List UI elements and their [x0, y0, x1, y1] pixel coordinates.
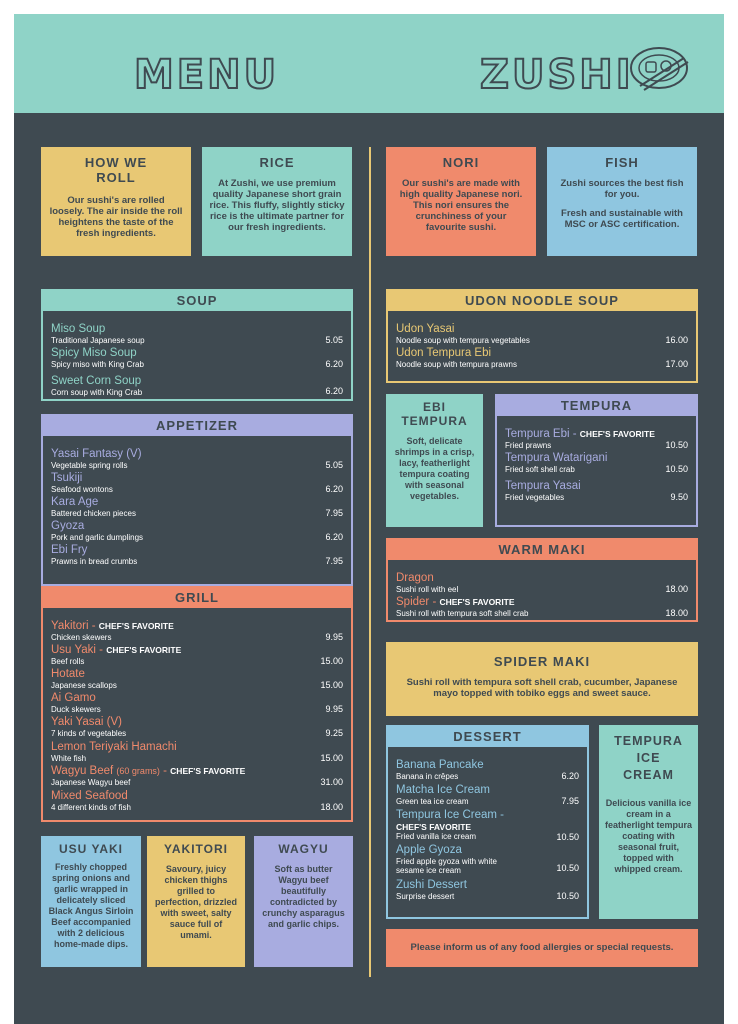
item-desc: 7 kinds of vegetables	[51, 729, 127, 738]
item-name: Mixed Seafood	[51, 790, 128, 802]
menu-item	[51, 375, 343, 397]
item-desc: White fish	[51, 754, 87, 763]
menu-item	[396, 879, 579, 901]
info-text: Our sushi's are rolled loosely. The air inside the roll heightens the taste of the fresh ingredients.	[49, 195, 183, 239]
item-price: 6.20	[325, 359, 343, 369]
info-title: TEMPURA	[614, 734, 683, 748]
item-name: Lemon Teriyaki Hamachi	[51, 741, 177, 753]
item-desc: 4 different kinds of fish	[51, 803, 131, 812]
info-text: Soft as butter Wagyu beef beautifully contradicted by crunchy asparagus and garlic chips.	[262, 864, 345, 929]
info-text: Fresh and sustainable with MSC or ASC certification.	[561, 208, 683, 230]
item-desc: Beef rolls	[51, 657, 85, 666]
item-name: Matcha Ice Cream	[396, 784, 490, 796]
item-desc: Fried vanilla ice cream	[396, 832, 477, 841]
item-desc: Chicken skewers	[51, 633, 112, 642]
item-desc: Fried apple gyoza with white sesame ice cream	[396, 857, 497, 875]
info-title: NORI	[442, 155, 480, 170]
item-price: 9.25	[325, 728, 343, 738]
item-price: 5.05	[325, 460, 343, 470]
item-price: 15.00	[320, 753, 343, 763]
info-text: Freshly chopped spring onions and garlic wrapped in delicately sliced Black Angus Sirloin Beef accompanied with 2 delicious home-made dips.	[48, 862, 134, 949]
info-text: At Zushi, we use premium quality Japanese short grain rice. This fluffy, slightly sticky rice is the ultimate partner for our fresh ingredients.	[209, 178, 345, 233]
menu-item	[51, 790, 343, 812]
info-wagyu	[254, 836, 353, 967]
item-desc: Banana in crêpes	[396, 772, 459, 781]
item-name: Yasai Fantasy (V)	[51, 448, 142, 460]
item-desc: Fried soft shell crab	[505, 465, 575, 474]
item-name: Yakitori	[51, 620, 89, 632]
item-price: 18.00	[665, 608, 688, 618]
tempura-section	[495, 394, 698, 527]
item-name: Zushi Dessert	[396, 879, 467, 891]
item-price: 17.00	[665, 359, 688, 369]
menu-item: Tempura Ebi - CHEF'S FAVORITE Fried prawns 10.50	[505, 428, 688, 450]
section-title: GRILL	[43, 588, 351, 608]
menu-page	[14, 14, 724, 1024]
menu-item	[396, 572, 688, 594]
item-price: 10.50	[556, 891, 579, 901]
item-price: 7.95	[561, 796, 579, 806]
item-name: Apple Gyoza	[396, 844, 462, 856]
warm-maki-section	[386, 538, 698, 622]
menu-item	[396, 809, 579, 841]
item-desc: Battered chicken pieces	[51, 509, 136, 518]
menu-item: Spider - CHEF'S FAVORITE Sushi roll with tempura soft shell crab 18.00	[396, 596, 688, 618]
item-price: 6.20	[325, 386, 343, 396]
item-name: Dragon	[396, 572, 434, 584]
item-name: Hotate	[51, 668, 85, 680]
menu-item	[51, 716, 343, 738]
item-desc: Green tea ice cream	[396, 797, 469, 806]
menu-item	[396, 347, 688, 369]
info-rice	[202, 147, 352, 256]
item-desc: Vegetable spring rolls	[51, 461, 128, 470]
info-text: Our sushi's are made with high quality Japanese nori. This nori ensures the crunchiness of your favourite sushi.	[399, 178, 523, 233]
info-ebi-tempura	[386, 394, 483, 527]
info-title: WAGYU	[278, 842, 329, 856]
info-title: CREAM	[623, 768, 674, 782]
info-title: ICE	[636, 751, 661, 765]
info-title: EBI	[422, 400, 446, 414]
menu-item	[51, 472, 343, 494]
info-fish	[547, 147, 697, 256]
item-price: 7.95	[325, 556, 343, 566]
item-desc: Corn soup with King Crab	[51, 388, 143, 397]
item-price: 10.50	[665, 440, 688, 450]
chef-favorite-tag: CHEF'S FAVORITE	[98, 621, 174, 631]
item-desc: Seafood wontons	[51, 485, 113, 494]
menu-item	[51, 668, 343, 690]
item-desc: Sushi roll with eel	[396, 585, 459, 594]
menu-item	[505, 480, 688, 502]
menu-item	[396, 323, 688, 345]
menu-item: Wagyu Beef (60 grams) - CHEF'S FAVORITE Japanese Wagyu beef 31.00	[51, 765, 343, 787]
item-desc: Japanese scallops	[51, 681, 117, 690]
section-title: SPIDER MAKI	[493, 654, 591, 669]
menu-item	[51, 741, 343, 763]
info-title: YAKITORI	[163, 842, 228, 856]
grill-section	[41, 586, 353, 822]
section-title: TEMPURA	[497, 396, 696, 416]
soup-section	[41, 289, 353, 401]
item-name: Tsukiji	[51, 472, 83, 484]
section-title: APPETIZER	[43, 416, 351, 436]
info-title: USU YAKI	[58, 842, 124, 856]
info-title: FISH	[605, 155, 639, 170]
item-name: Yaki Yasai (V)	[51, 716, 122, 728]
item-price: 15.00	[320, 680, 343, 690]
menu-item	[51, 448, 343, 470]
chef-favorite-tag: CHEF'S FAVORITE	[396, 822, 472, 832]
item-price: 6.20	[325, 484, 343, 494]
item-desc: Fried vegetables	[505, 493, 565, 502]
item-desc: Japanese Wagyu beef	[51, 778, 131, 787]
info-usu-yaki	[41, 836, 141, 967]
item-price: 10.50	[556, 832, 579, 842]
info-text: Soft, delicate shrimps in a crisp, lacy, featherlight tempura coating with seasonal vegetables.	[394, 436, 475, 501]
chef-favorite-tag: CHEF'S FAVORITE	[170, 766, 246, 776]
item-name: Sweet Corn Soup	[51, 375, 142, 387]
menu-item	[51, 520, 343, 542]
item-price: 9.50	[670, 492, 688, 502]
chef-favorite-tag: CHEF'S FAVORITE	[106, 645, 182, 655]
info-text: Sushi roll with tempura soft shell crab, cucumber, Japanese mayo topped with tobiko eggs and sweet sauce.	[406, 677, 678, 699]
item-price: 7.95	[325, 508, 343, 518]
item-name: Banana Pancake	[396, 759, 484, 771]
info-text: Delicious vanilla ice cream in a featherlight tempura coating with seasonal fruit, topped with whipped cream.	[605, 798, 693, 874]
item-desc: Sushi roll with tempura soft shell crab	[396, 609, 529, 618]
item-desc: Noodle soup with tempura vegetables	[396, 336, 530, 345]
item-desc: Surprise dessert	[396, 892, 455, 901]
header-band	[14, 14, 724, 113]
menu-item	[51, 347, 343, 369]
menu-item	[51, 323, 343, 345]
menu-item	[51, 496, 343, 518]
info-title: RICE	[259, 155, 295, 170]
menu-item	[396, 844, 579, 875]
item-name: Kara Age	[51, 496, 99, 508]
item-price: 6.20	[325, 532, 343, 542]
item-name: Spider	[396, 596, 430, 608]
item-desc: Pork and garlic dumplings	[51, 533, 144, 542]
item-name: Udon Tempura Ebi	[396, 347, 492, 359]
section-title: WARM MAKI	[388, 540, 696, 560]
item-price: 9.95	[325, 704, 343, 714]
menu-item: Yakitori - CHEF'S FAVORITE Chicken skewers 9.95	[51, 620, 343, 642]
section-title: UDON NOODLE SOUP	[388, 291, 696, 311]
dessert-section	[386, 725, 589, 919]
info-how-we-roll	[41, 147, 191, 256]
item-desc: Duck skewers	[51, 705, 101, 714]
item-name: Tempura Ice Cream -	[396, 809, 505, 821]
item-price: 9.95	[325, 632, 343, 642]
item-price: 15.00	[320, 656, 343, 666]
section-title: SOUP	[43, 291, 351, 311]
item-name: Wagyu Beef	[51, 765, 114, 777]
item-price: 6.20	[561, 771, 579, 781]
item-name: Ai Gamo	[51, 692, 96, 704]
sushi-plate-icon	[626, 42, 692, 94]
center-divider	[369, 147, 371, 977]
appetizer-section	[41, 414, 353, 586]
info-title: ROLL	[96, 170, 136, 185]
item-name: Tempura Ebi	[505, 428, 570, 440]
section-title: DESSERT	[388, 727, 587, 747]
item-desc: Prawns in bread crumbs	[51, 557, 138, 566]
item-desc: Noodle soup with tempura prawns	[396, 360, 517, 369]
info-nori	[386, 147, 536, 256]
item-name: Tempura Watarigani	[505, 452, 608, 464]
menu-item	[51, 544, 343, 566]
chef-favorite-tag: CHEF'S FAVORITE	[439, 597, 515, 607]
menu-item	[396, 759, 579, 781]
item-desc: Spicy miso with King Crab	[51, 360, 144, 369]
item-price: 31.00	[320, 777, 343, 787]
menu-item	[505, 452, 688, 474]
item-name: Usu Yaki	[51, 644, 96, 656]
item-name: Miso Soup	[51, 323, 106, 335]
info-yakitori	[147, 836, 245, 967]
allergy-text: Please inform us of any food allergies or special requests.	[410, 942, 674, 953]
item-name: Gyoza	[51, 520, 85, 532]
info-tempura-ice-cream	[599, 725, 698, 919]
info-title: HOW WE	[84, 155, 148, 170]
item-price: 10.50	[556, 863, 579, 873]
menu-item	[396, 784, 579, 806]
item-name: Udon Yasai	[396, 323, 455, 335]
item-portion: (60 grams)	[116, 766, 160, 776]
item-name: Tempura Yasai	[505, 480, 581, 492]
allergy-notice	[386, 929, 698, 967]
chef-favorite-tag: CHEF'S FAVORITE	[579, 429, 655, 439]
item-desc: Traditional Japanese soup	[51, 336, 145, 345]
item-price: 10.50	[665, 464, 688, 474]
item-price: 18.00	[665, 584, 688, 594]
menu-item	[51, 692, 343, 714]
info-text: Savoury, juicy chicken thighs grilled to perfection, drizzled with sweet, salty sauce full of umami.	[155, 864, 238, 940]
info-title: TEMPURA	[401, 414, 468, 428]
item-name: Ebi Fry	[51, 544, 88, 556]
item-name: Spicy Miso Soup	[51, 347, 137, 359]
item-desc: Fried prawns	[505, 441, 552, 450]
brand-title: ZUSHI	[480, 52, 634, 98]
menu-item: Usu Yaki - CHEF'S FAVORITE Beef rolls 15.00	[51, 644, 343, 666]
item-price: 16.00	[665, 335, 688, 345]
udon-section	[386, 289, 698, 383]
item-price: 5.05	[325, 335, 343, 345]
item-price: 18.00	[320, 802, 343, 812]
spider-maki-box	[386, 642, 698, 716]
info-text: Zushi sources the best fish for you.	[560, 178, 684, 200]
menu-title: MENU	[134, 52, 280, 98]
